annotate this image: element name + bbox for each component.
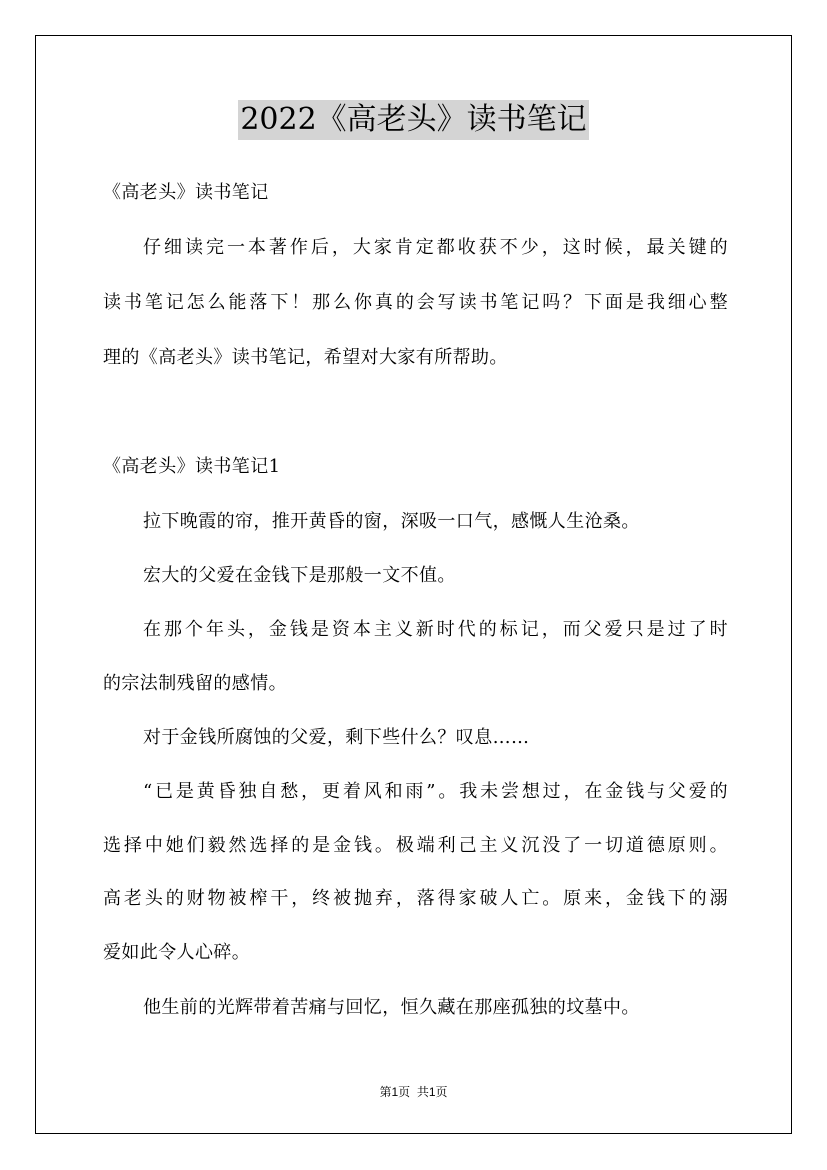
- section-heading: 《高老头》读书笔记1: [103, 456, 281, 477]
- body-line-7: 选择中她们毅然选择的是金钱。极端利己主义沉没了一切道德原则。: [103, 835, 728, 856]
- document-heading: 《高老头》读书笔记: [103, 182, 269, 203]
- body-line-5: 对于金钱所腐蚀的父爱，剩下些什么？叹息……: [143, 727, 530, 748]
- body-line-10: 他生前的光辉带着苦痛与回忆，恒久藏在那座孤独的坟墓中。: [143, 997, 640, 1018]
- page-footer: [0, 1084, 827, 1100]
- body-line-1: 拉下晚霞的帘，推开黄昏的窗，深吸一口气，感慨人生沧桑。: [143, 511, 640, 532]
- document-title: 2022《高老头》读书笔记: [238, 100, 588, 140]
- intro-line-2: 读书笔记怎么能落下！那么你真的会写读书笔记吗？下面是我细心整: [103, 292, 728, 313]
- body-line-3: 在那个年头，金钱是资本主义新时代的标记，而父爱只是过了时: [143, 619, 728, 640]
- body-line-4: 的宗法制残留的感情。: [103, 673, 287, 694]
- page-number-label: 第1页 共1页: [379, 1085, 448, 1099]
- body-line-6: “已是黄昏独自愁，更着风和雨”。我未尝想过，在金钱与父爱的: [143, 781, 728, 802]
- body-line-2: 宏大的父爱在金钱下是那般一文不值。: [143, 565, 456, 586]
- body-line-8: 高老头的财物被榨干，终被抛弃，落得家破人亡。原来，金钱下的溺: [103, 888, 728, 909]
- intro-line-1: 仔细读完一本著作后，大家肯定都收获不少，这时候，最关键的: [143, 237, 728, 258]
- intro-line-3: 理的《高老头》读书笔记，希望对大家有所帮助。: [103, 347, 508, 368]
- title-container: [0, 100, 827, 140]
- body-line-9: 爱如此令人心碎。: [103, 942, 251, 963]
